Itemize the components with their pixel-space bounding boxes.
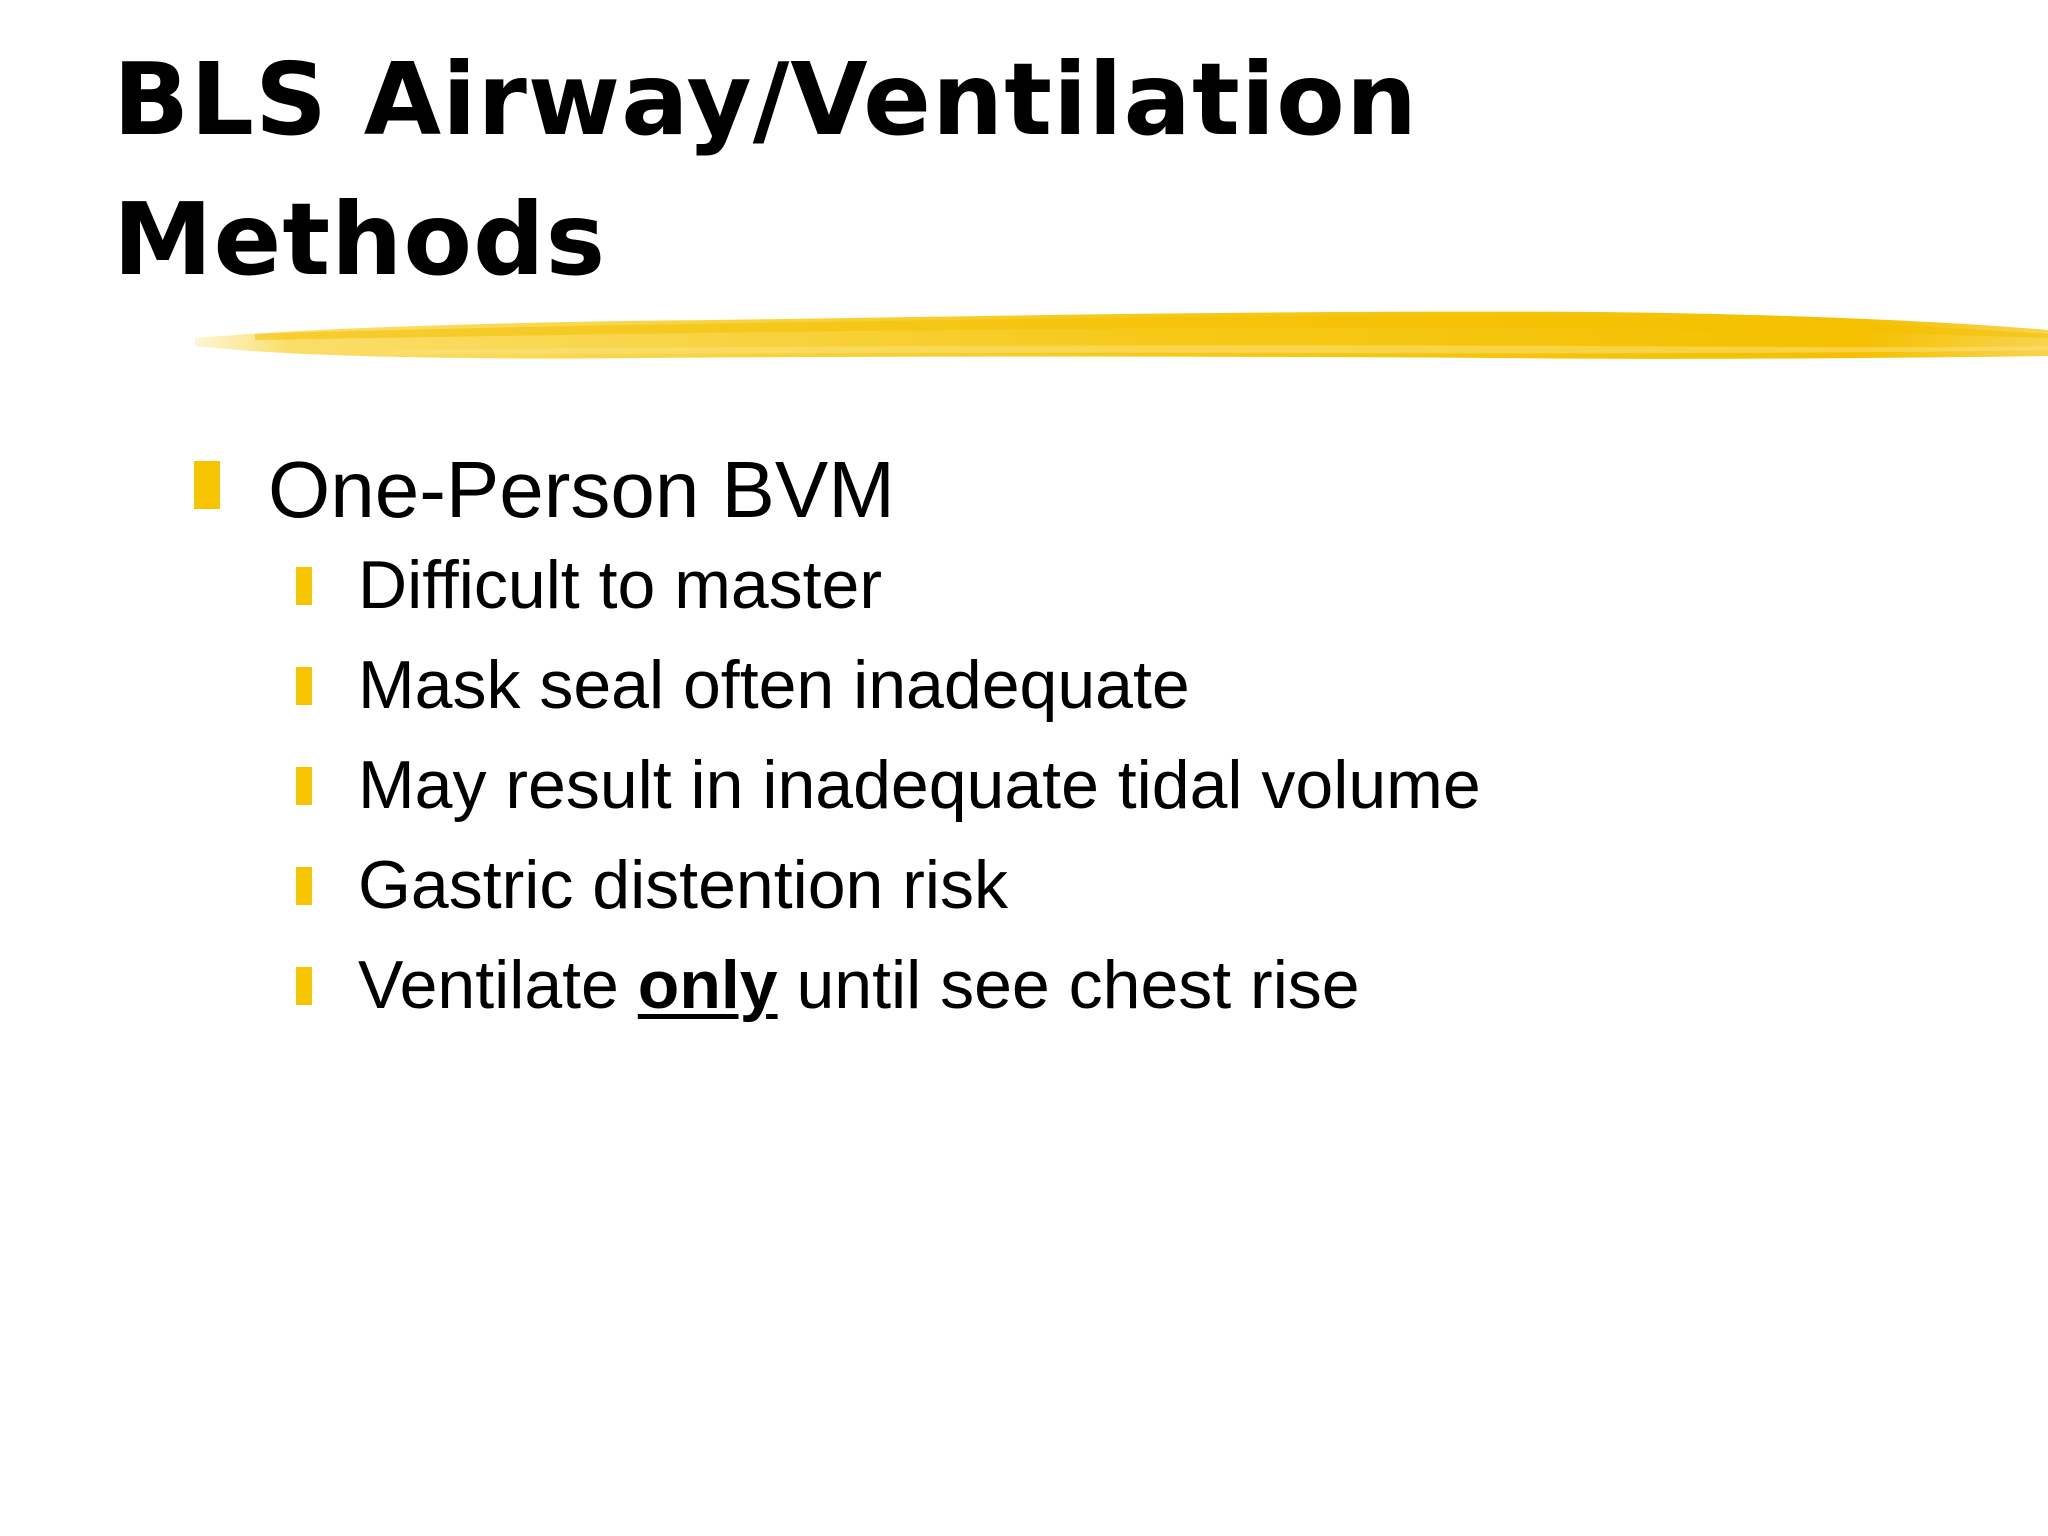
sub-bullet-text <box>358 940 1360 1030</box>
slide-title-line-2: Methods <box>113 181 607 298</box>
sub-bullet-marker-icon <box>296 667 312 705</box>
sub-bullet-text: Gastric distention risk <box>358 847 1008 923</box>
sub-bullet-text-after: until see chest rise <box>777 947 1360 1023</box>
sub-bullet <box>290 540 1890 630</box>
sub-bullet-marker-icon <box>296 867 312 905</box>
sub-bullet-text: May result in inadequate tidal volume <box>358 747 1481 823</box>
slide-title <box>113 30 1913 310</box>
sub-bullet-marker-icon <box>296 967 312 1005</box>
sub-bullet <box>290 640 1890 730</box>
bullet-one-person-bvm <box>190 440 1890 540</box>
sub-bullet-text: Mask seal often inadequate <box>358 647 1190 723</box>
sub-bullet-marker-icon <box>296 567 312 605</box>
emphasis-text: only <box>637 947 778 1023</box>
sub-bullet <box>290 840 1890 930</box>
yellow-brush-stroke-divider <box>195 300 2048 380</box>
sub-bullet <box>290 940 1890 1030</box>
bullet-marker-icon <box>194 461 220 509</box>
sub-bullet-text-before: Ventilate <box>358 947 638 1023</box>
slide-title-line-1: BLS Airway/Ventilation <box>113 41 1419 158</box>
sub-bullet-text: Difficult to master <box>358 547 883 623</box>
sub-bullet-marker-icon <box>296 767 312 805</box>
bullet-text: One-Person BVM <box>268 445 895 534</box>
sub-bullet <box>290 740 1890 830</box>
